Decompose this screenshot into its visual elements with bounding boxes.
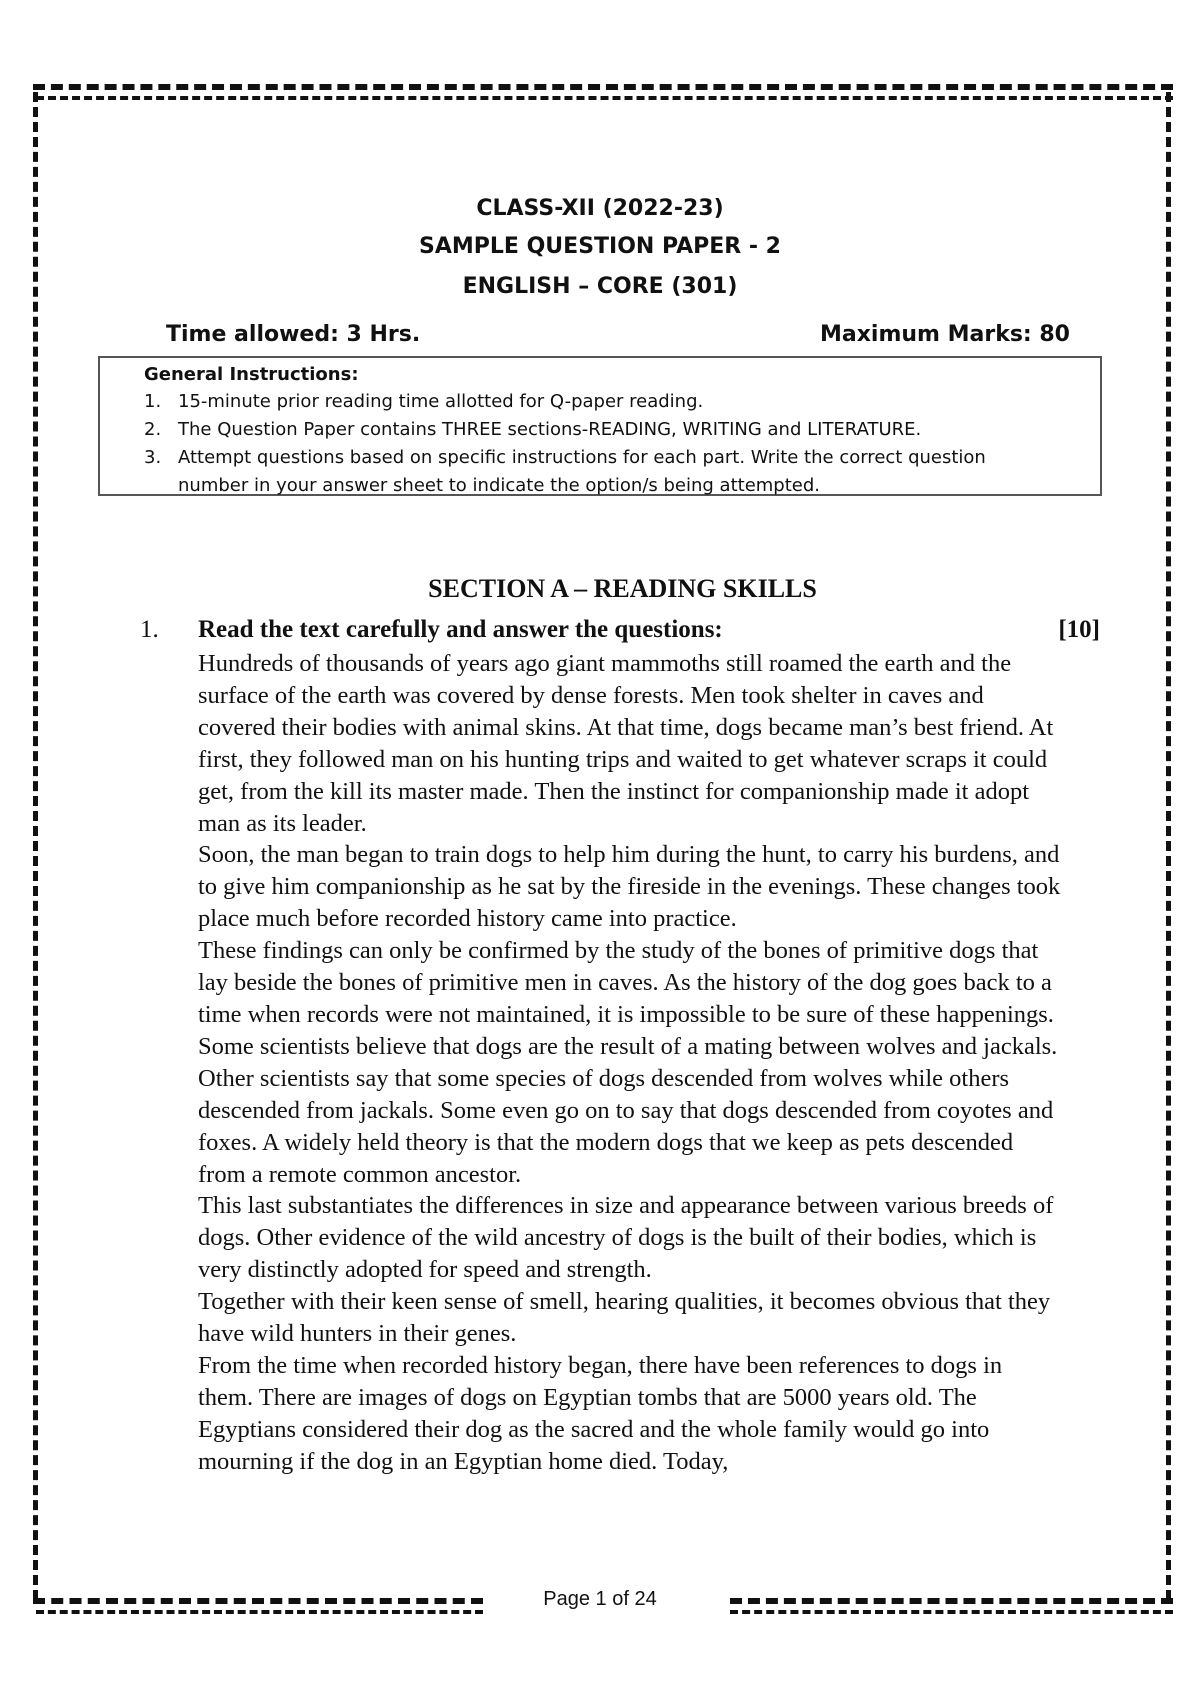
instruction-text: Attempt questions based on specific instructions for each part. Write the correct question number in your answer sheet to indicate the option/s being attempted.	[178, 447, 986, 496]
border-left-dashes	[33, 92, 38, 1600]
passage-paragraph: Some scientists believe that dogs are the result of a mating between wolves and jackals. Other scientists say that some species of dogs descended from wolves while others descended from jackals. Some even go on to say that dogs descended from coyotes and foxes. A widely held theory is that the modern dogs that we keep as pets descended from a remote common ancestor.	[198, 1032, 1058, 1188]
paper-heading: SAMPLE QUESTION PAPER - 2	[419, 234, 781, 259]
question-prompt: Read the text carefully and answer the questions:	[198, 616, 723, 643]
instruction-text: 15-minute prior reading time allotted for Q-paper reading.	[178, 391, 704, 412]
border-right-dashes	[1166, 92, 1171, 1600]
border-top-inner-dashes	[36, 96, 1173, 100]
instruction-item	[144, 444, 1100, 500]
section-title: SECTION A – READING SKILLS	[428, 574, 817, 603]
class-heading: CLASS-XII (2022-23)	[476, 196, 724, 221]
instructions-title: General Instructions:	[144, 364, 359, 385]
question-number: 1.	[140, 616, 159, 643]
general-instructions-box	[98, 356, 1102, 496]
reading-passage	[198, 648, 1063, 1478]
maximum-marks: Maximum Marks: 80	[819, 322, 1070, 347]
instruction-number: 3.	[144, 447, 162, 468]
instruction-number: 2.	[144, 419, 162, 440]
instructions-list	[144, 388, 1100, 500]
passage-paragraph: From the time when recorded history began, there have been references to dogs in them. There are images of dogs on Egyptian tombs that are 5000 years old. The Egyptians considered their dog as the sacred and the whole family would go into mourning if the dog in an Egyptian home died. Today,	[198, 1351, 1003, 1475]
subject-heading: ENGLISH – CORE (301)	[462, 274, 738, 299]
instruction-item	[144, 388, 1100, 416]
border-top-dashes	[33, 84, 1173, 90]
instruction-item	[144, 416, 1100, 444]
page-number: Page 1 of 24	[543, 1588, 657, 1610]
instruction-text: The Question Paper contains THREE sections-READING, WRITING and LITERATURE.	[178, 419, 922, 440]
passage-paragraph: Soon, the man began to train dogs to help him during the hunt, to carry his burdens, and to give him companionship as he sat by the fireside in the evenings. These changes took place much before recorded history came into practice.	[198, 841, 1061, 933]
passage-paragraph: Together with their keen sense of smell, hearing qualities, it becomes obvious that they have wild hunters in their genes.	[198, 1288, 1051, 1348]
time-allowed: Time allowed: 3 Hrs.	[166, 322, 421, 347]
question-marks: [10]	[1058, 616, 1100, 643]
passage-paragraph: This last substantiates the differences in size and appearance between various breeds of dogs. Other evidence of the wild ancestry of dogs is the built of their bodies, which is very distinctly adopted for speed and strength.	[198, 1192, 1054, 1284]
passage-paragraph: Hundreds of thousands of years ago giant mammoths still roamed the earth and the surface of the earth was covered by dense forests. Men took shelter in caves and covered their bodies with animal skins. At that time, dogs became man’s best friend. At first, they followed man on his hunting trips and waited to get whatever scraps it could get, from the kill its master made. Then the instinct for companionship made it adopt man as its leader.	[198, 650, 1054, 837]
passage-paragraph: These findings can only be confirmed by the study of the bones of primitive dogs that lay beside the bones of primitive men in caves. As the history of the dog goes back to a time when records were not maintained, it is impossible to be sure of these happenings.	[198, 937, 1054, 1028]
instruction-number: 1.	[144, 391, 162, 412]
